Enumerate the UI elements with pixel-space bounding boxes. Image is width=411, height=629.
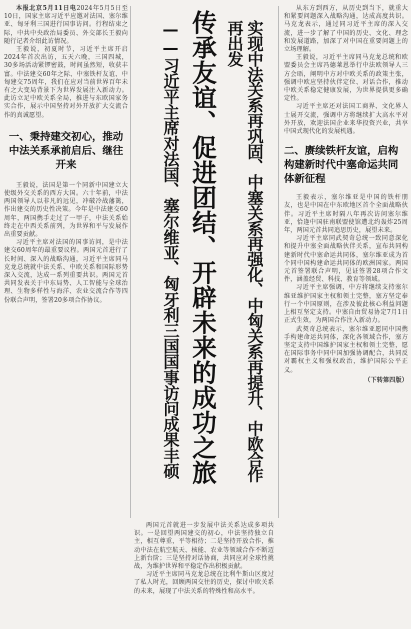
right-text-top: [284, 5, 408, 136]
middle-bottom-text: [134, 522, 274, 596]
subtitle-line-2: ——习近平主席对法国、塞尔维亚、匈牙利三国国事访问成果丰硕: [161, 20, 180, 479]
paragraph: 武契奇总统表示，塞尔维亚愿同中国携手构建命运共同体，深化各领域合作，塞方坚定支持中国维护国家主权和领土完整，愿在国际事务中同中国加强协调配合，共同反对霸权主义和强权政治，维护国际公平正义。: [284, 325, 408, 374]
paragraph: 王毅说，习近平主席同马克龙总统和欧盟委员会主席冯德莱恩举行中法欧领导人三方会晤，阐明中方对中欧关系的政策主张，强调中欧应坚持伙伴定位、对话合作，推动中欧关系稳定健康发展，为世界提供更多确定性。: [284, 54, 408, 103]
section-heading-1: 一、秉持建交初心，推动中法关系承前启后、继往开来: [8, 130, 124, 171]
right-column: [284, 0, 408, 385]
left-text-bottom: [4, 182, 128, 305]
paragraph: 习近平主席强调，中方将继续支持塞尔维亚维护国家主权和领土完整，塞方坚定奉行一个中国原则，在涉及彼此核心利益问题上相互坚定支持。中塞自由贸易协定7月1日正式生效，为两国合作注入新动力。: [284, 284, 408, 325]
lead-paragraph: 2024年5月5日至10日，国家主席习近平应邀对法国、塞尔维亚、匈牙利三国进行国事访问。行程结束之际，中共中央政治局委员、外交部长王毅向随行记者介绍此访情况。: [4, 5, 128, 45]
paragraph: 王毅表示，塞尔维亚是中国的铁杆朋友，也是中国在中东欧地区首个全面战略伙伴。习近平主席时隔八年再次访问塞尔维亚，恰逢中国驻南联盟使馆遭北约轰炸25周年，两国元首共同追思历史，展望未来。: [284, 194, 408, 235]
paragraph: 习近平主席同武契奇总统一致同意深化和提升中塞全面战略伙伴关系，宣布共同构建新时代中塞命运共同体，塞尔维亚成为首个同中国构建命运共同体的欧洲国家。两国元首签署联合声明，见证签署28项合作文件，涵盖经贸、科技、教育等领域。: [284, 235, 408, 284]
paragraph: 从东方到西方，从历史到当下，就重大和紧要问题深入战略沟通，达成高度共识。马克龙表示，通过同习近平主席的深入交流，进一步了解了中国的历史、文化、理念和发展道路，加深了对中国在重要问题上的立场理解。: [284, 5, 408, 54]
continued-note: （下转第四版）: [364, 376, 408, 384]
column-divider: [130, 6, 131, 518]
paragraph: 习近平主席还对法国工商界、文化界人士展开交流，强调中方将继续扩大高水平对外开放，欢迎法国企业来华投资兴业，共享中国式现代化的发展机遇。: [284, 103, 408, 136]
dateline: 本报北京5月11日电: [16, 5, 77, 12]
paragraph: 两国元首就进一步发展中法关系达成多项共识。一是回望两国建交的初心，中法坚持独立自主，相互尊重，平等相待；二是坚持开放合作，推动中法在航空航天、核能、农业等领域合作不断迈上新台阶；三是坚持对话协商，共同应对全球性挑战，为维护世界和平稳定作出积极贡献。: [134, 522, 274, 571]
subtitle-line-1: 实现中法关系再巩固、中塞关系再强化、中匈关系再提升、中欧合作再出发: [225, 20, 264, 483]
section-heading-2: 二、赓续铁杆友谊，启构构建新时代中塞命运共同体新征程: [284, 145, 399, 186]
left-text-top: [4, 5, 128, 120]
right-text-bottom: [284, 194, 408, 374]
paragraph: 习近平主席对法国的国事访问，是中法建交60周年的最重要议程。两国元首进行了长时间、深入的战略沟通，习近平主席同马克龙总统就中法关系、中欧关系和国际形势深入交流，达成一系列重要共识。两国元首共同发表关于中东局势、人工智能与全球治理、生物多样性与海洋、农业交流合作等四份联合声明，签署20多项合作协议。: [4, 239, 128, 304]
paragraph: 王毅说，初夏时节，习近平主席开启2024年首次出访，五天六晚，三国四城，30多场活动紧锣密鼓，时间虽然短，收获丰富。中法建交60年之际、中塞铁杆友谊、中匈建交75周年，我们在应对当前世界百年未有之大变局背景下为世界发展注入新动力。此访立足中欧关系全局，推进与东欧国家务实合作，展示中国坚持对外开放扩大交流合作的真诚愿望。: [4, 46, 128, 119]
paragraph: 王毅说，法国是第一个同新中国建立大使级外交关系的西方大国。六十年前，中法两国领导人以非凡的远见，冲破冷战藩篱，作出建交的历史性决策。今年是中法建交60周年，两国携手走过了一甲子，中法关系始终走在中西关系前列，为世界和平与发展作出重要贡献。: [4, 181, 128, 239]
column-divider: [278, 6, 279, 518]
main-title: 传承友谊、促进团结、开辟未来的成功之旅: [189, 10, 218, 485]
paragraph: 习近平主席同马克龙总统在比利牛斯山区度过了私人时光，回顾两国交往的历史，探讨中欧关系的未来，展现了中法关系的特殊性和高水平。: [134, 571, 274, 595]
left-column: [4, 0, 128, 305]
